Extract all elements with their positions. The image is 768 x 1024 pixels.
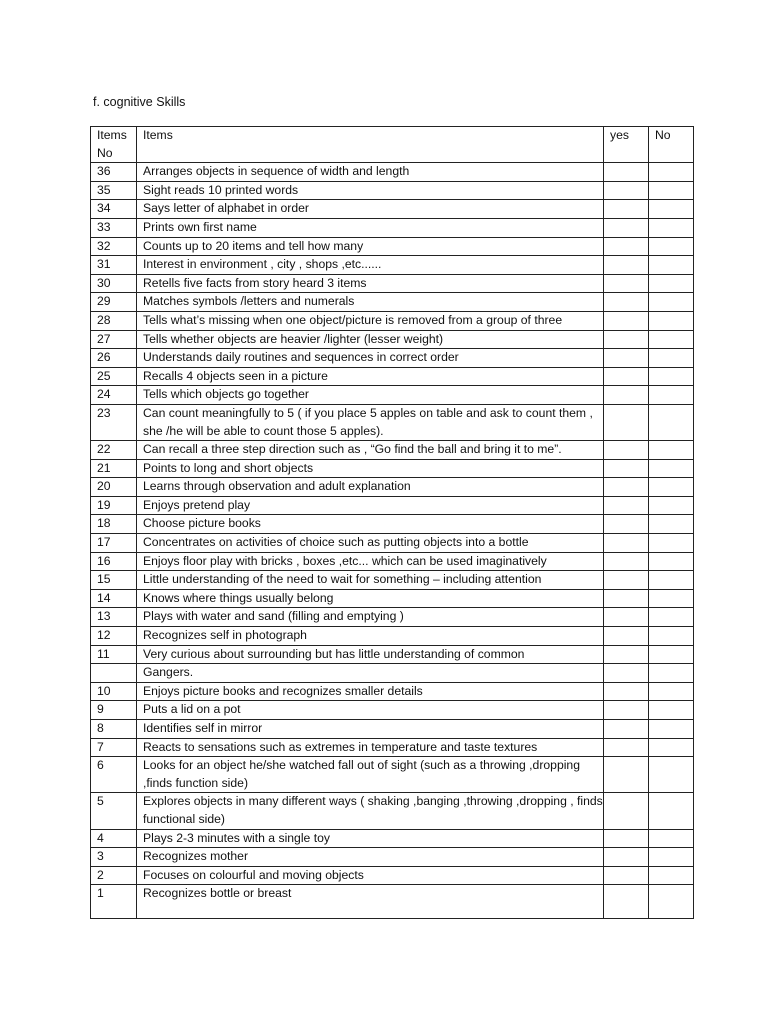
item-description: Choose picture books [137,515,604,534]
no-answer-cell[interactable] [649,349,694,368]
table-row [91,885,694,919]
no-answer-cell[interactable] [649,552,694,571]
table-row [91,330,694,349]
no-answer-cell[interactable] [649,589,694,608]
item-number: 23 [91,404,137,440]
yes-answer-cell[interactable] [604,441,649,460]
table-row [91,349,694,368]
yes-answer-cell[interactable] [604,163,649,182]
item-number: 2 [91,866,137,885]
table-row [91,256,694,275]
table-body [91,163,694,919]
no-answer-cell[interactable] [649,571,694,590]
item-number: 16 [91,552,137,571]
no-answer-cell[interactable] [649,645,694,664]
no-answer-cell[interactable] [649,404,694,440]
item-number: 29 [91,293,137,312]
header-items: Items [137,127,604,163]
yes-answer-cell[interactable] [604,515,649,534]
item-number: 7 [91,738,137,757]
table-row [91,866,694,885]
yes-answer-cell[interactable] [604,181,649,200]
yes-answer-cell[interactable] [604,589,649,608]
no-answer-cell[interactable] [649,330,694,349]
no-answer-cell[interactable] [649,367,694,386]
no-answer-cell[interactable] [649,256,694,275]
no-answer-cell[interactable] [649,608,694,627]
item-description: Tells what’s missing when one object/picture is removed from a group of three [137,311,604,330]
item-description: Enjoys floor play with bricks , boxes ,etc... which can be used imaginatively [137,552,604,571]
yes-answer-cell[interactable] [604,701,649,720]
cognitive-skills-table [90,126,694,919]
no-answer-cell[interactable] [649,829,694,848]
item-description: Gangers. [137,664,604,683]
item-description: Learns through observation and adult explanation [137,478,604,497]
item-number: 11 [91,645,137,664]
item-number: 8 [91,720,137,739]
no-answer-cell[interactable] [649,664,694,683]
table-row [91,682,694,701]
no-answer-cell[interactable] [649,293,694,312]
yes-answer-cell[interactable] [604,311,649,330]
table-row [91,757,694,793]
table-row [91,274,694,293]
item-description: Prints own first name [137,218,604,237]
item-description: Tells whether objects are heavier /lighter (lesser weight) [137,330,604,349]
yes-answer-cell[interactable] [604,885,649,919]
item-description: Recognizes self in photograph [137,627,604,646]
no-answer-cell[interactable] [649,218,694,237]
table-row [91,793,694,829]
item-description: Points to long and short objects [137,459,604,478]
no-answer-cell[interactable] [649,200,694,219]
no-answer-cell[interactable] [649,311,694,330]
item-number: 17 [91,534,137,553]
item-description: Puts a lid on a pot [137,701,604,720]
item-number: 36 [91,163,137,182]
table-row [91,478,694,497]
section-title: f. cognitive Skills [93,95,186,109]
item-number: 32 [91,237,137,256]
item-description: Says letter of alphabet in order [137,200,604,219]
table-row [91,534,694,553]
yes-answer-cell[interactable] [604,386,649,405]
yes-answer-cell[interactable] [604,274,649,293]
table-row [91,664,694,683]
yes-answer-cell[interactable] [604,478,649,497]
table-row [91,459,694,478]
yes-answer-cell[interactable] [604,866,649,885]
item-number: 24 [91,386,137,405]
yes-answer-cell[interactable] [604,627,649,646]
no-answer-cell[interactable] [649,441,694,460]
table-row [91,608,694,627]
table-row [91,552,694,571]
yes-answer-cell[interactable] [604,571,649,590]
yes-answer-cell[interactable] [604,330,649,349]
table-row [91,738,694,757]
item-number: 15 [91,571,137,590]
no-answer-cell[interactable] [649,848,694,867]
item-number: 21 [91,459,137,478]
yes-answer-cell[interactable] [604,682,649,701]
table-row [91,627,694,646]
item-description: Enjoys pretend play [137,496,604,515]
no-answer-cell[interactable] [649,720,694,739]
table-row [91,404,694,440]
item-description: Identifies self in mirror [137,720,604,739]
no-answer-cell[interactable] [649,793,694,829]
item-number [91,664,137,683]
item-number: 31 [91,256,137,275]
item-description: Retells five facts from story heard 3 items [137,274,604,293]
table-row [91,441,694,460]
no-answer-cell[interactable] [649,181,694,200]
header-item-no: Items No [91,127,137,163]
table-row [91,293,694,312]
item-description: Sight reads 10 printed words [137,181,604,200]
item-number: 3 [91,848,137,867]
yes-answer-cell[interactable] [604,218,649,237]
item-number: 18 [91,515,137,534]
yes-answer-cell[interactable] [604,608,649,627]
table-row [91,701,694,720]
table-row [91,237,694,256]
yes-answer-cell[interactable] [604,237,649,256]
item-description: Matches symbols /letters and numerals [137,293,604,312]
no-answer-cell[interactable] [649,701,694,720]
item-description: Looks for an object he/she watched fall out of sight (such as a throwing ,dropping ,finds function side) [137,757,604,793]
table-row [91,163,694,182]
item-description: Can recall a three step direction such as , “Go find the ball and bring it to me”. [137,441,604,460]
yes-answer-cell[interactable] [604,664,649,683]
item-number: 27 [91,330,137,349]
table-row [91,571,694,590]
item-description: Plays 2-3 minutes with a single toy [137,829,604,848]
yes-answer-cell[interactable] [604,200,649,219]
no-answer-cell[interactable] [649,682,694,701]
table-row [91,720,694,739]
item-number: 30 [91,274,137,293]
item-description: Plays with water and sand (filling and emptying ) [137,608,604,627]
yes-answer-cell[interactable] [604,645,649,664]
no-answer-cell[interactable] [649,866,694,885]
no-answer-cell[interactable] [649,627,694,646]
item-number: 34 [91,200,137,219]
item-number: 6 [91,757,137,793]
item-number: 22 [91,441,137,460]
yes-answer-cell[interactable] [604,367,649,386]
yes-answer-cell[interactable] [604,293,649,312]
item-number: 5 [91,793,137,829]
item-number: 28 [91,311,137,330]
item-number: 1 [91,885,137,919]
item-description: Interest in environment , city , shops ,etc...... [137,256,604,275]
yes-answer-cell[interactable] [604,459,649,478]
item-description: Arranges objects in sequence of width and length [137,163,604,182]
yes-answer-cell[interactable] [604,848,649,867]
table-header-row [91,127,694,163]
table-row [91,367,694,386]
table-row [91,218,694,237]
yes-answer-cell[interactable] [604,496,649,515]
yes-answer-cell[interactable] [604,256,649,275]
yes-answer-cell[interactable] [604,534,649,553]
table-row [91,200,694,219]
table-row [91,515,694,534]
item-number: 33 [91,218,137,237]
header-no: No [649,127,694,163]
no-answer-cell[interactable] [649,738,694,757]
item-number: 19 [91,496,137,515]
table-row [91,311,694,330]
item-number: 25 [91,367,137,386]
no-answer-cell[interactable] [649,757,694,793]
no-answer-cell[interactable] [649,478,694,497]
item-description: Counts up to 20 items and tell how many [137,237,604,256]
item-number: 26 [91,349,137,368]
item-number: 4 [91,829,137,848]
item-number: 14 [91,589,137,608]
no-answer-cell[interactable] [649,496,694,515]
no-answer-cell[interactable] [649,386,694,405]
no-answer-cell[interactable] [649,237,694,256]
table-row [91,848,694,867]
item-description: Recalls 4 objects seen in a picture [137,367,604,386]
item-description: Explores objects in many different ways ( shaking ,banging ,throwing ,dropping , finds functional side) [137,793,604,829]
table-row [91,496,694,515]
item-description: Enjoys picture books and recognizes smaller details [137,682,604,701]
item-description: Can count meaningfully to 5 ( if you place 5 apples on table and ask to count them , she /he will be able to count those 5 apples). [137,404,604,440]
table-row [91,589,694,608]
item-description: Knows where things usually belong [137,589,604,608]
no-answer-cell[interactable] [649,459,694,478]
header-yes: yes [604,127,649,163]
yes-answer-cell[interactable] [604,720,649,739]
item-description: Understands daily routines and sequences in correct order [137,349,604,368]
no-answer-cell[interactable] [649,885,694,919]
table-row [91,386,694,405]
item-description: Reacts to sensations such as extremes in temperature and taste textures [137,738,604,757]
item-number: 35 [91,181,137,200]
table-row [91,645,694,664]
item-description: Very curious about surrounding but has little understanding of common [137,645,604,664]
item-description: Focuses on colourful and moving objects [137,866,604,885]
yes-answer-cell[interactable] [604,793,649,829]
item-description: Little understanding of the need to wait for something – including attention [137,571,604,590]
table-row [91,181,694,200]
table-row [91,829,694,848]
no-answer-cell[interactable] [649,163,694,182]
yes-answer-cell[interactable] [604,757,649,793]
yes-answer-cell[interactable] [604,404,649,440]
yes-answer-cell[interactable] [604,552,649,571]
item-description: Recognizes bottle or breast [137,885,604,919]
item-number: 13 [91,608,137,627]
yes-answer-cell[interactable] [604,349,649,368]
no-answer-cell[interactable] [649,515,694,534]
item-description: Tells which objects go together [137,386,604,405]
item-number: 9 [91,701,137,720]
yes-answer-cell[interactable] [604,738,649,757]
no-answer-cell[interactable] [649,274,694,293]
item-number: 12 [91,627,137,646]
item-number: 20 [91,478,137,497]
no-answer-cell[interactable] [649,534,694,553]
yes-answer-cell[interactable] [604,829,649,848]
item-number: 10 [91,682,137,701]
item-description: Recognizes mother [137,848,604,867]
item-description: Concentrates on activities of choice such as putting objects into a bottle [137,534,604,553]
